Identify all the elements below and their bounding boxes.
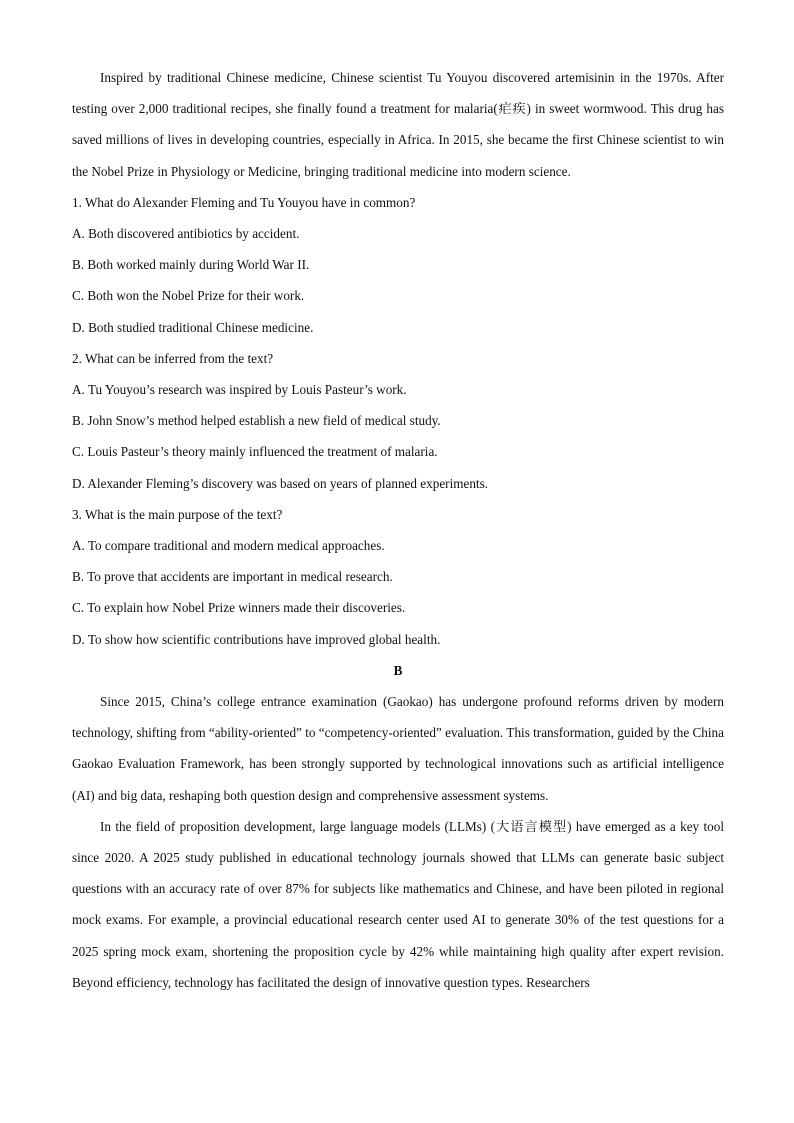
- passage-b-paragraph-1: Since 2015, China’s college entrance examination (Gaokao) has undergone profound reforms driven by modern technology, shifting from “ability-oriented” to “competency-oriented” evaluation. This transformation, guided by the China Gaokao Evaluation Framework, has been strongly supported by technological innovations such as artificial intelligence (AI) and big data, reshaping both question design and comprehensive assessment systems.: [72, 694, 724, 803]
- question-2: [72, 343, 724, 499]
- answer-option: D. Alexander Fleming’s discovery was based on years of planned experiments.: [72, 475, 489, 491]
- answer-option: B. Both worked mainly during World War II.: [72, 257, 310, 273]
- document-page: [72, 62, 724, 998]
- question-3: [72, 499, 724, 655]
- answer-option: B. To prove that accidents are important in medical research.: [72, 569, 393, 585]
- question-stem: 3. What is the main purpose of the text?: [72, 506, 283, 522]
- passage-a-paragraph: Inspired by traditional Chinese medicine, Chinese scientist Tu Youyou discovered artemisinin in the 1970s. After testing over 2,000 traditional recipes, she finally found a treatment for malaria(疟疾) in sweet wormwood. This drug has saved millions of lives in developing countries, especially in Africa. In 2015, she became the first Chinese scientist to win the Nobel Prize in Physiology or Medicine, bringing traditional medicine into modern science.: [72, 70, 724, 179]
- passage-b-paragraph-2: In the field of proposition development, large language models (LLMs) (大语言模型) have emerged as a key tool since 2020. A 2025 study published in educational technology journals showed that LLMs can generate basic subject questions with an accuracy rate of over 87% for subjects like mathematics and Chinese, and have been piloted in regional mock exams. For example, a provincial educational research center used AI to generate 30% of the test questions for a 2025 spring mock exam, shortening the proposition cycle by 42% while maintaining high quality after expert revision. Beyond efficiency, technology has facilitated the design of innovative question types. Researchers: [72, 818, 724, 990]
- answer-option: B. John Snow’s method helped establish a new field of medical study.: [72, 413, 441, 429]
- answer-option: A. Tu Youyou’s research was inspired by Louis Pasteur’s work.: [72, 382, 407, 398]
- answer-option: A. To compare traditional and modern medical approaches.: [72, 538, 385, 554]
- question-stem: 2. What can be inferred from the text?: [72, 350, 274, 366]
- answer-option: D. To show how scientific contributions have improved global health.: [72, 631, 441, 647]
- question-stem: 1. What do Alexander Fleming and Tu Youyou have in common?: [72, 194, 416, 210]
- answer-option: C. Both won the Nobel Prize for their work.: [72, 288, 305, 304]
- answer-option: C. Louis Pasteur’s theory mainly influenced the treatment of malaria.: [72, 444, 438, 460]
- answer-option: D. Both studied traditional Chinese medicine.: [72, 319, 314, 335]
- section-b-heading: B: [393, 662, 403, 678]
- answer-option: C. To explain how Nobel Prize winners made their discoveries.: [72, 600, 406, 616]
- answer-option: A. Both discovered antibiotics by accident.: [72, 226, 300, 242]
- question-1: [72, 187, 724, 343]
